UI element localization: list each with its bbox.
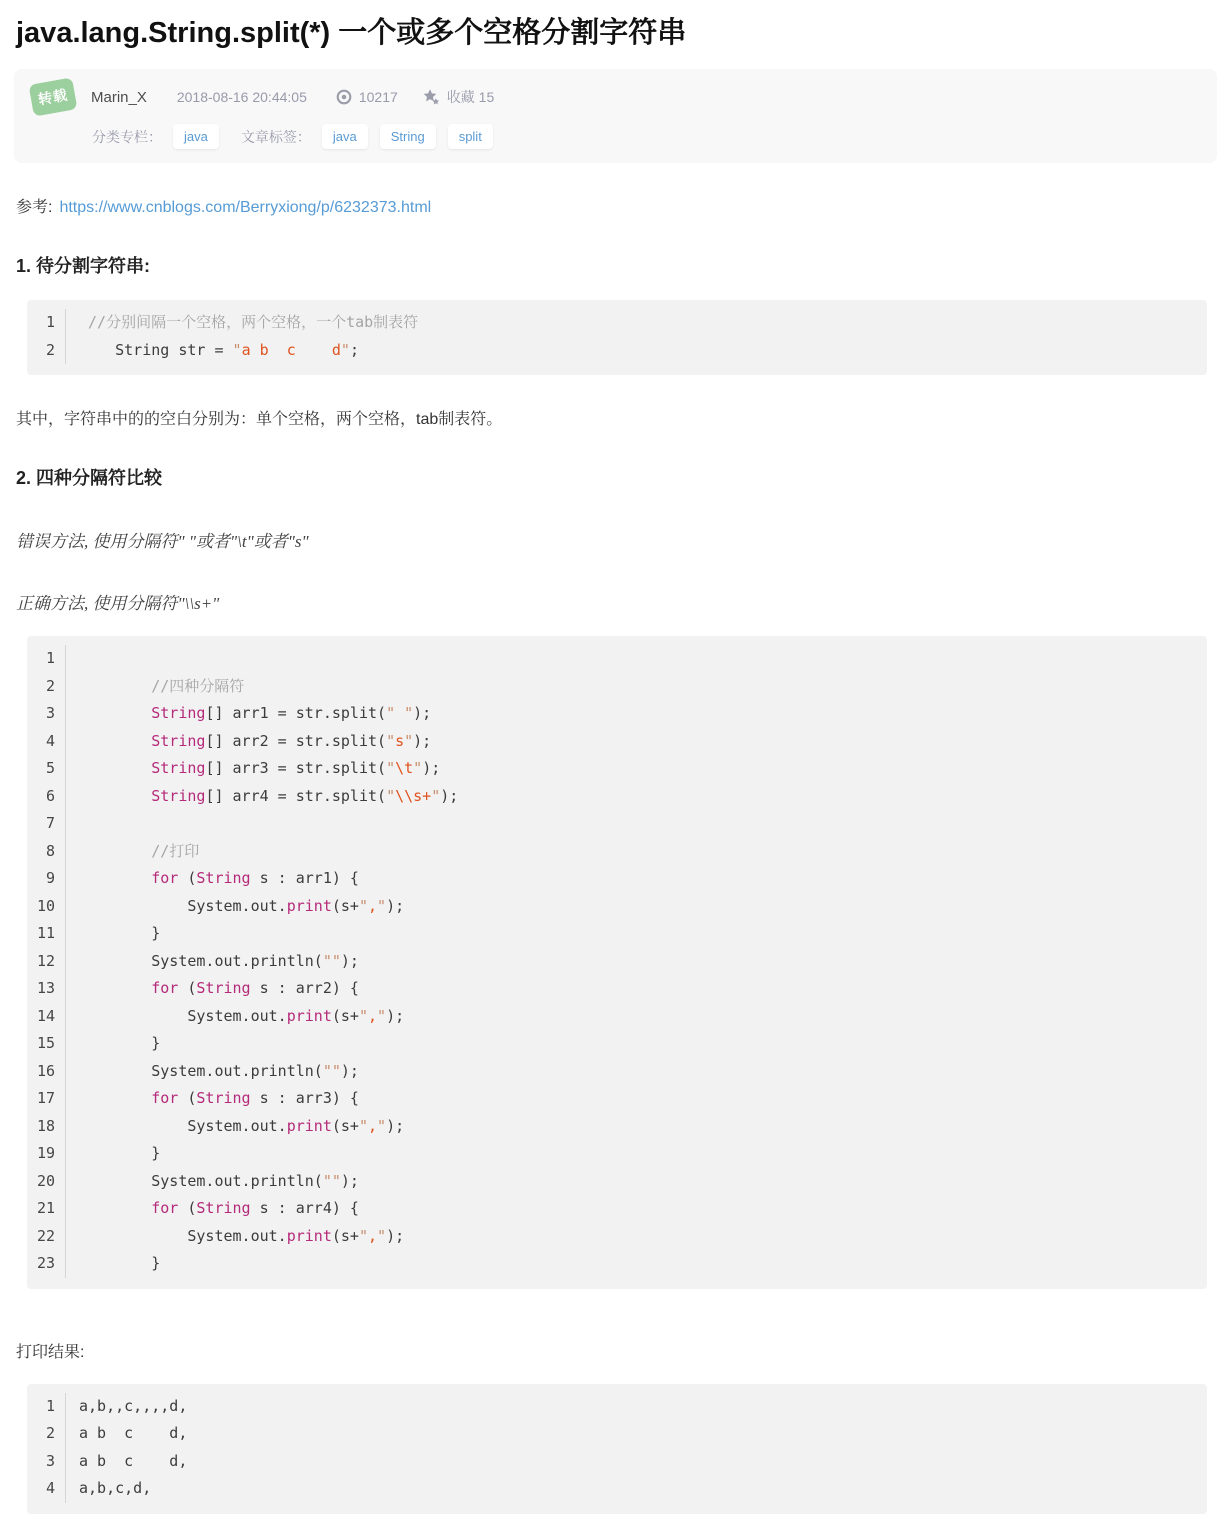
code-line: 3 String[] arr1 = str.split(" "); [27,700,1207,728]
code-line: 14 System.out.print(s+","); [27,1003,1207,1031]
tag-chip[interactable]: String [380,124,436,149]
reference-line [16,194,1220,217]
tag-chip[interactable]: split [448,124,493,149]
italic-right-method: 正确方法, 使用分隔符"\\s+" [16,594,220,614]
line-number: 7 [27,810,66,838]
line-number: 23 [27,1250,66,1278]
author-name[interactable]: Marin_X [91,88,147,106]
line-number: 11 [27,920,66,948]
code-line: 13 for (String s : arr2) { [27,975,1207,1003]
line-number: 2 [27,673,66,701]
code-block-split-demo [27,636,1207,1289]
code-line: 3 a b c d, [27,1448,1207,1476]
line-number: 4 [27,1475,66,1503]
code-line: 23 } [27,1250,1207,1278]
line-number: 19 [27,1140,66,1168]
line-number: 3 [27,1448,66,1476]
repost-badge: 转载 [29,77,78,116]
reference-label: 参考: [16,199,53,217]
code-line: 1 //分别间隔一个空格，两个空格，一个tab制表符 [27,309,1207,337]
tags-label: 文章标签： [240,128,311,145]
star-icon [422,88,441,106]
favorite-label: 收藏 15 [446,89,495,106]
code-line: 16 System.out.println(""); [27,1058,1207,1086]
line-number: 20 [27,1168,66,1196]
favorite-button[interactable] [422,87,494,107]
paragraph-explain: 其中，字符串中的的空白分别为：单个空格，两个空格，tab制表符。 [16,411,503,429]
code-line: 19 } [27,1140,1207,1168]
line-number: 21 [27,1195,66,1223]
line-number: 15 [27,1030,66,1058]
code-line: 1 a,b,,c,,,,d, [27,1393,1207,1421]
line-number: 2 [27,337,66,365]
italic-wrong-method: 错误方法, 使用分隔符" "或者"\t"或者"s" [16,532,309,552]
section-heading-2: 2. 四种分隔符比较 [16,468,163,489]
code-line: 6 String[] arr4 = str.split("\\s+"); [27,783,1207,811]
line-number: 6 [27,783,66,811]
view-count [335,88,398,106]
result-label: 打印结果: [16,1343,85,1361]
code-line: 20 System.out.println(""); [27,1168,1207,1196]
code-line: 2 a b c d, [27,1420,1207,1448]
line-number: 16 [27,1058,66,1086]
line-number: 3 [27,700,66,728]
publish-date: 2018-08-16 20:44:05 [176,89,307,106]
code-line: 21 for (String s : arr4) { [27,1195,1207,1223]
code-line: 12 System.out.println(""); [27,948,1207,976]
line-number: 9 [27,865,66,893]
code-block-source-string [27,300,1207,375]
code-line: 4 a,b,c,d, [27,1475,1207,1503]
code-block-output [27,1384,1207,1514]
line-number: 4 [27,728,66,756]
code-line [27,810,1207,838]
code-line: 2 String str = "a b c d"; [27,337,1207,365]
code-line: 9 for (String s : arr1) { [27,865,1207,893]
line-number: 1 [27,645,66,673]
reference-link[interactable]: https://www.cnblogs.com/Berryxiong/p/6232373.html [59,199,432,217]
line-number: 8 [27,838,66,866]
line-number: 17 [27,1085,66,1113]
view-count-value: 10217 [358,89,398,106]
code-line: 5 String[] arr3 = str.split("\t"); [27,755,1207,783]
code-line: 15 } [27,1030,1207,1058]
code-line: 18 System.out.print(s+","); [27,1113,1207,1141]
category-chip[interactable]: java [173,124,219,149]
code-line [27,645,1207,673]
line-number: 1 [27,1393,66,1421]
line-number: 5 [27,755,66,783]
code-line: 17 for (String s : arr3) { [27,1085,1207,1113]
line-number: 14 [27,1003,66,1031]
line-number: 1 [27,309,66,337]
code-line: 10 System.out.print(s+","); [27,893,1207,921]
page-title: java.lang.String.split(*) 一个或多个空格分割字符串 [16,17,687,49]
line-number: 18 [27,1113,66,1141]
code-line: 8 //打印 [27,838,1207,866]
line-number: 22 [27,1223,66,1251]
code-line: 22 System.out.print(s+","); [27,1223,1207,1251]
category-label: 分类专栏： [92,128,162,145]
tag-chip[interactable]: java [322,124,368,149]
line-number: 12 [27,948,66,976]
line-number: 13 [27,975,66,1003]
meta-row-top [31,81,1201,113]
code-line: 4 String[] arr2 = str.split("s"); [27,728,1207,756]
line-number: 2 [27,1420,66,1448]
meta-row-tags [92,124,1201,149]
code-line: 11 } [27,920,1207,948]
code-line: 2 //四种分隔符 [27,673,1207,701]
meta-bar [14,69,1217,163]
section-heading-1: 1. 待分割字符串: [16,256,151,277]
line-number: 10 [27,893,66,921]
eye-icon [335,88,353,106]
